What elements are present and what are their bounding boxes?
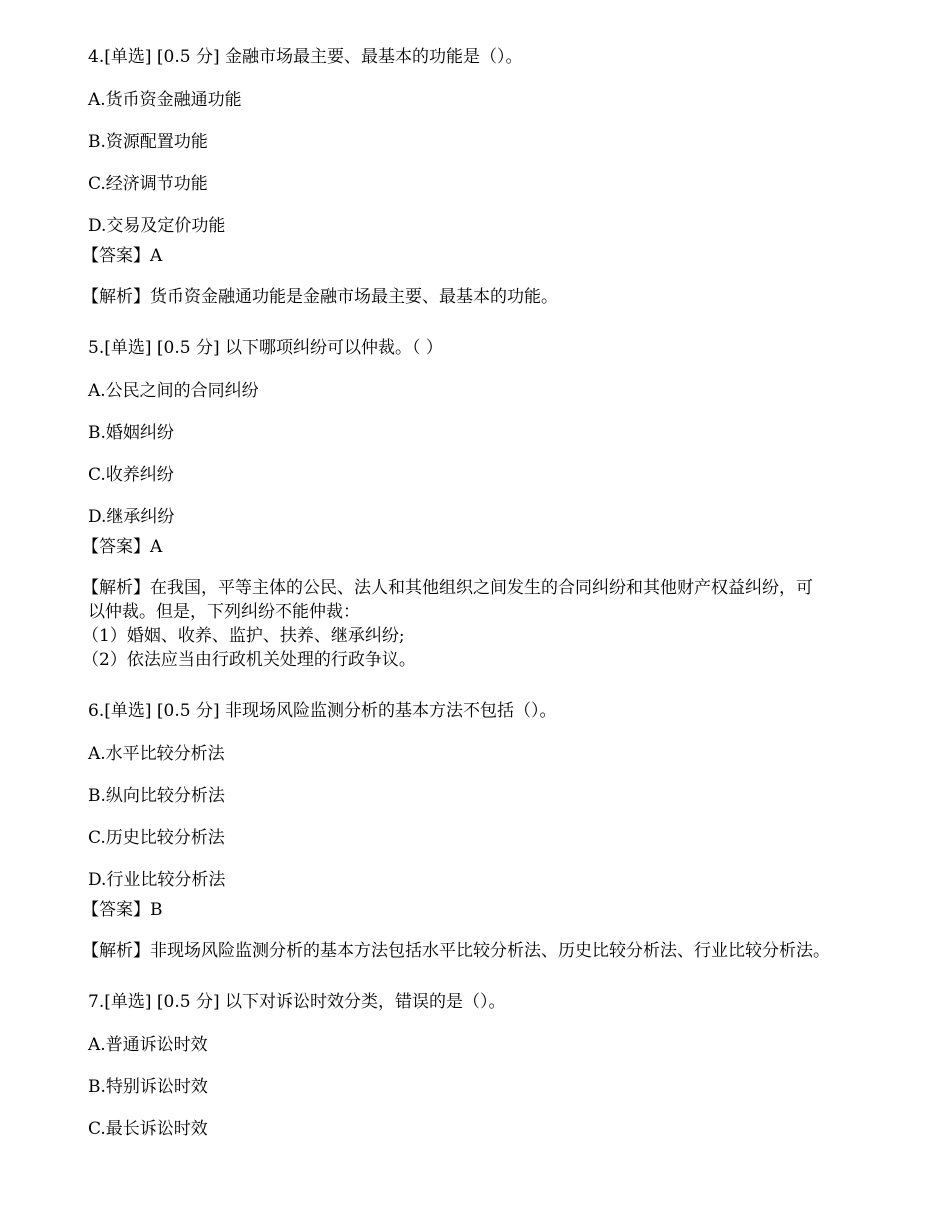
option-c: C.最长诉讼时效: [88, 1119, 208, 1139]
option-b: B.资源配置功能: [88, 132, 208, 152]
option-a: A.公民之间的合同纠纷: [88, 381, 259, 401]
question-title: 7.[单选] [0.5 分] 以下对诉讼时效分类，错误的是（）。: [88, 992, 506, 1012]
question-6: [82, 698, 918, 963]
question-4: [82, 44, 918, 309]
option-b: B.婚姻纠纷: [88, 423, 174, 443]
question-title: 5.[单选] [0.5 分] 以下哪项纠纷可以仲裁。（ ）: [88, 338, 443, 358]
option-c: C.历史比较分析法: [88, 828, 225, 848]
answer-line: 【答案】B: [82, 900, 163, 920]
option-a: A.货币资金融通功能: [88, 90, 242, 110]
answer-line: 【答案】A: [82, 246, 163, 266]
document-page: [82, 44, 918, 1168]
option-c: C.经济调节功能: [88, 174, 208, 194]
analysis-line: 【解析】货币资金融通功能是金融市场最主要、最基本的功能。: [82, 287, 558, 307]
analysis-block: [82, 285, 918, 309]
analysis-line: 【解析】在我国，平等主体的公民、法人和其他组织之间发生的合同纠纷和其他财产权益纠纷，可: [82, 578, 813, 598]
analysis-line: 【解析】非现场风险监测分析的基本方法包括水平比较分析法、历史比较分析法、行业比较分析法。: [82, 941, 830, 961]
analysis-line: （1）婚姻、收养、监护、扶养、继承纠纷;: [82, 626, 405, 646]
question-7: [88, 989, 918, 1142]
analysis-block: [82, 939, 918, 963]
option-c: C.收养纠纷: [88, 465, 174, 485]
option-d: D.行业比较分析法: [88, 870, 226, 890]
option-b: B.特别诉讼时效: [88, 1077, 208, 1097]
question-5: [82, 335, 918, 672]
question-title: 4.[单选] [0.5 分] 金融市场最主要、最基本的功能是（）。: [88, 47, 523, 67]
option-a: A.水平比较分析法: [88, 744, 225, 764]
option-b: B.纵向比较分析法: [88, 786, 225, 806]
analysis-line: （2）依法应当由行政机关处理的行政争议。: [82, 650, 416, 670]
answer-line: 【答案】A: [82, 537, 163, 557]
analysis-block: [82, 576, 918, 672]
option-a: A.普通诉讼时效: [88, 1035, 208, 1055]
question-title: 6.[单选] [0.5 分] 非现场风险监测分析的基本方法不包括（）。: [88, 701, 557, 721]
option-d: D.交易及定价功能: [88, 216, 226, 236]
analysis-line: 以仲裁。但是，下列纠纷不能仲裁：: [88, 602, 360, 622]
option-d: D.继承纠纷: [88, 507, 175, 527]
